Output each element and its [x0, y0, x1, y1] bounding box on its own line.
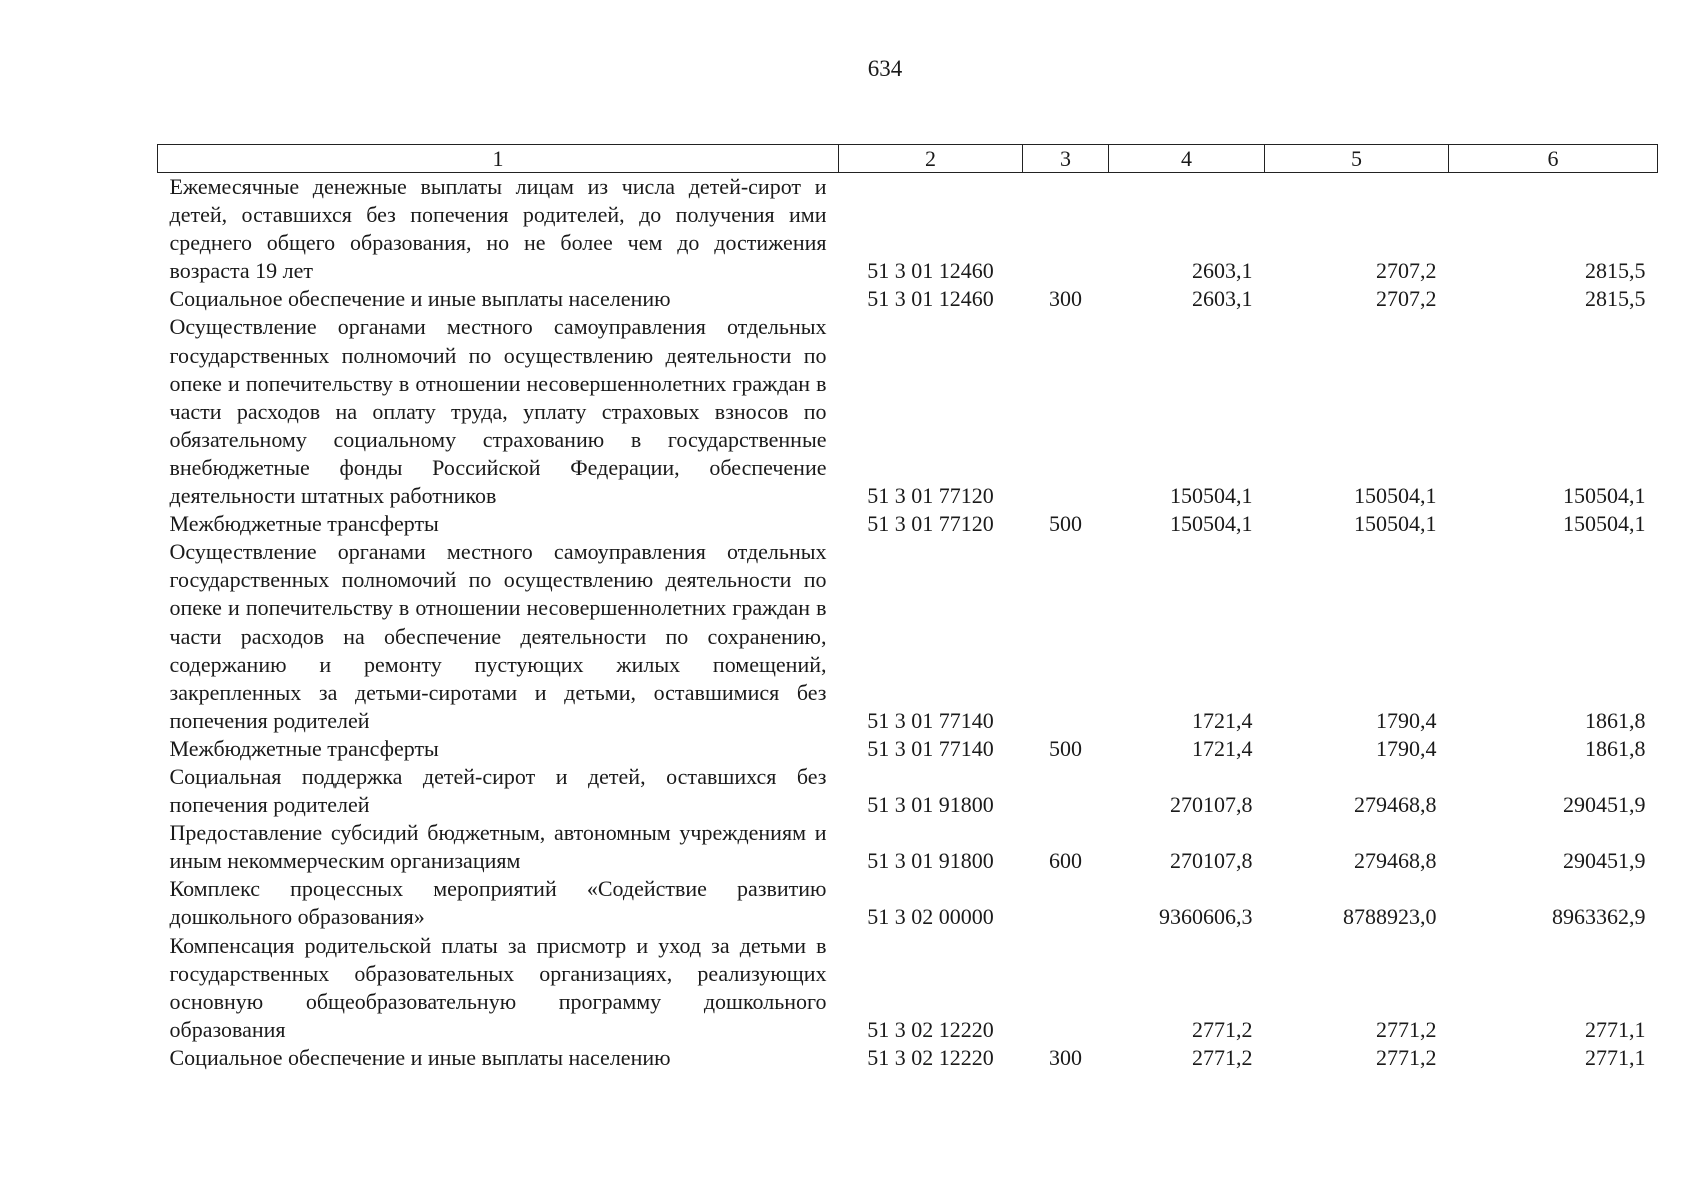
row-target-code: 51 3 02 12220	[867, 1044, 994, 1070]
row-expense-type: 600	[1049, 848, 1082, 874]
row-value-col6: 8963362,9	[1552, 904, 1646, 930]
row-expense-type	[1023, 763, 1109, 819]
table-row	[158, 313, 1658, 510]
row-target-code: 51 3 01 77140	[867, 707, 994, 733]
row-target-code: 51 3 02 12220	[867, 1016, 994, 1042]
row-target-code: 51 3 01 12460	[867, 258, 994, 284]
column-header-1: 1	[158, 145, 839, 173]
row-value-col4: 270107,8	[1170, 792, 1253, 818]
row-value-col4: 150504,1	[1170, 483, 1253, 509]
row-value-col6: 1861,8	[1585, 735, 1646, 761]
row-value-col5: 2707,2	[1376, 286, 1437, 312]
row-value-col5: 279468,8	[1354, 848, 1437, 874]
row-value-col4: 150504,1	[1170, 511, 1253, 537]
row-value-col5: 150504,1	[1354, 511, 1437, 537]
table-row	[158, 510, 1658, 538]
column-header-5: 5	[1265, 145, 1449, 173]
table-row	[158, 875, 1658, 931]
row-name: Осуществление органами местного самоуправления отдельных государственных полномочий по осуществлению деятельности по опеке и попечительству в отношении несовершеннолетних граждан в части расходов на обеспечение деятельности по сохранению, содержанию и ремонту пустующих жилых помещений, закрепленных за детьми-сиротами и детьми, оставшимися без попечения родителей	[169, 539, 827, 733]
row-value-col6: 2815,5	[1585, 286, 1646, 312]
row-expense-type	[1023, 875, 1109, 931]
row-value-col5: 8788923,0	[1343, 904, 1437, 930]
row-expense-type: 500	[1049, 511, 1082, 537]
table-row	[158, 173, 1658, 286]
table-body	[158, 173, 1658, 1073]
row-value-col5: 2707,2	[1376, 258, 1437, 284]
row-target-code: 51 3 01 91800	[867, 792, 994, 818]
row-value-col4: 9360606,3	[1159, 904, 1253, 930]
row-name: Осуществление органами местного самоуправления отдельных государственных полномочий по осуществлению деятельности по опеке и попечительству в отношении несовершеннолетних граждан в части расходов на оплату труда, уплату страховых взносов по обязательному социальному страхованию в государственные внебюджетные фонды Российской Федерации, обеспечение деятельности штатных работников	[169, 314, 827, 509]
table-row	[158, 819, 1658, 875]
row-value-col5: 150504,1	[1354, 483, 1437, 509]
column-header-6: 6	[1449, 145, 1658, 173]
table-row	[158, 932, 1658, 1044]
row-value-col6: 1861,8	[1585, 707, 1646, 733]
row-value-col6: 290451,9	[1563, 792, 1646, 818]
row-value-col6: 150504,1	[1563, 511, 1646, 537]
row-target-code: 51 3 01 77140	[867, 735, 994, 761]
row-name: Социальное обеспечение и иные выплаты населению	[169, 286, 671, 312]
column-header-3: 3	[1023, 145, 1109, 173]
row-name: Межбюджетные трансферты	[169, 511, 439, 537]
row-value-col4: 1721,4	[1192, 707, 1253, 733]
column-header-4: 4	[1109, 145, 1265, 173]
budget-table	[157, 144, 1658, 1072]
row-target-code: 51 3 01 12460	[867, 286, 994, 312]
row-value-col6: 2771,1	[1585, 1044, 1646, 1070]
table-row	[158, 735, 1658, 763]
row-value-col5: 2771,2	[1376, 1016, 1437, 1042]
row-target-code: 51 3 01 91800	[867, 848, 994, 874]
row-name: Социальная поддержка детей-сирот и детей, оставшихся без попечения родителей	[169, 763, 827, 818]
row-value-col4: 1721,4	[1192, 735, 1253, 761]
row-value-col4: 270107,8	[1170, 848, 1253, 874]
row-value-col6: 2815,5	[1585, 258, 1646, 284]
row-name: Предоставление субсидий бюджетным, автономным учреждениям и иным некоммерческим организациям	[169, 820, 827, 874]
table-row	[158, 1044, 1658, 1072]
row-value-col4: 2771,2	[1192, 1044, 1253, 1070]
row-value-col4: 2603,1	[1192, 286, 1253, 312]
row-name: Социальное обеспечение и иные выплаты населению	[169, 1044, 671, 1070]
row-value-col5: 1790,4	[1376, 707, 1437, 733]
column-header-2: 2	[839, 145, 1023, 173]
row-value-col6: 2771,1	[1585, 1016, 1646, 1042]
table-row	[158, 285, 1658, 313]
row-expense-type	[1023, 932, 1109, 1044]
row-value-col4: 2603,1	[1192, 258, 1253, 284]
row-target-code: 51 3 02 00000	[867, 904, 994, 930]
row-name: Компенсация родительской платы за присмотр и уход за детьми в государственных образовательных организациях, реализующих основную общеобразовательную программу дошкольного образования	[169, 932, 827, 1042]
table-row	[158, 763, 1658, 819]
row-value-col5: 1790,4	[1376, 735, 1437, 761]
row-expense-type: 300	[1049, 1044, 1082, 1070]
row-expense-type: 300	[1049, 286, 1082, 312]
row-value-col6: 150504,1	[1563, 483, 1646, 509]
page-number: 634	[867, 56, 903, 81]
row-target-code: 51 3 01 77120	[867, 483, 994, 509]
row-expense-type: 500	[1049, 735, 1082, 761]
row-value-col4: 2771,2	[1192, 1016, 1253, 1042]
row-expense-type	[1023, 173, 1109, 286]
row-expense-type	[1023, 313, 1109, 510]
table-row	[158, 538, 1658, 735]
row-value-col5: 279468,8	[1354, 792, 1437, 818]
row-expense-type	[1023, 538, 1109, 735]
row-name: Межбюджетные трансферты	[169, 735, 439, 761]
row-target-code: 51 3 01 77120	[867, 511, 994, 537]
row-value-col6: 290451,9	[1563, 848, 1646, 874]
row-name: Комплекс процессных мероприятий «Содействие развитию дошкольного образования»	[169, 876, 827, 930]
row-name: Ежемесячные денежные выплаты лицам из числа детей-сирот и детей, оставшихся без попечения родителей, до получения ими среднего общего образования, но не более чем до достижения возраста 19 лет	[169, 174, 827, 284]
table-header-row	[158, 145, 1658, 173]
row-value-col5: 2771,2	[1376, 1044, 1437, 1070]
